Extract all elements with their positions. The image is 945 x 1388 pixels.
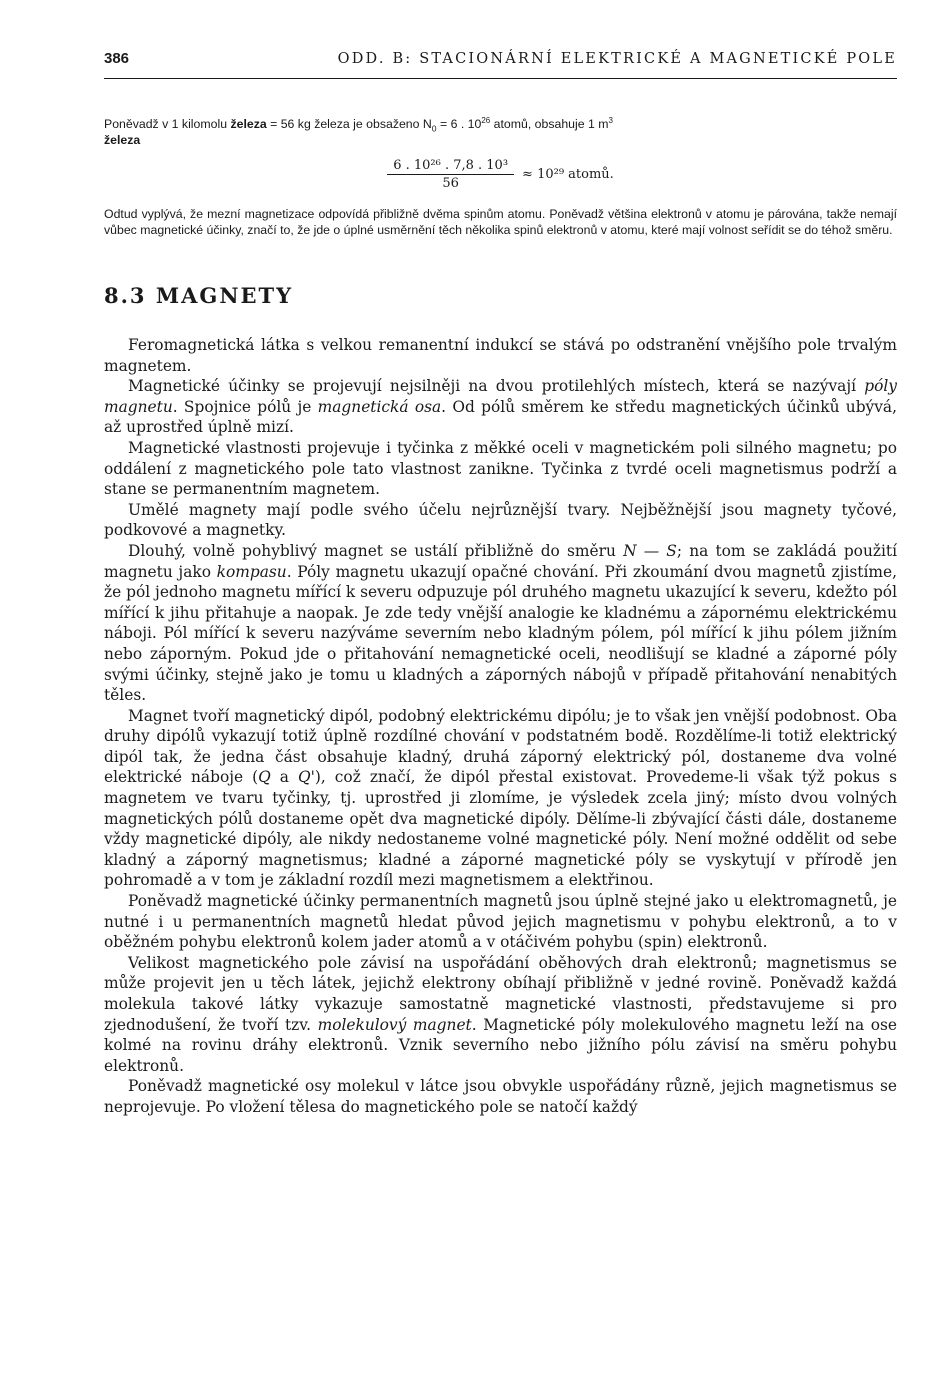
text-run: atomů, obsahuje 1 m xyxy=(490,117,609,131)
fraction xyxy=(387,158,514,191)
small-print-paragraph xyxy=(104,116,897,148)
fraction-denominator: 56 xyxy=(442,175,459,191)
text-run: Magnet tvoří magnetický dipól, podobný elektrickému dipólu; je to však jen vnější podobnost. Oba druhy dipólů vykazují totiž úplně rozdílné chování v podstatném bodě. Rozdělíme-li totiž elektrický dipól tak, že jedna část obsahuje kladný, druhá záporný elektrický pól, dostaneme dva volné elektrické náboje ( xyxy=(104,706,897,787)
paragraph: Magnetické vlastnosti projevuje i tyčinka z měkké oceli v magnetickém poli silného magnetu; po oddálení z magnetického pole tato vlastnost zanikne. Tyčinka z tvrdé oceli magnetismus podrží a stane se permanentním magnetem. xyxy=(104,438,897,499)
italic-term: kompasu xyxy=(216,562,287,581)
subscript: 0 xyxy=(431,123,437,134)
text-run: ; na tom se zakládá použití magnetu jako xyxy=(104,541,897,581)
text-run: Poněvadž v 1 kilomolu xyxy=(104,117,231,131)
text-run: Dlouhý, volně pohyblivý magnet se ustálí přibližně do směru xyxy=(128,541,624,560)
text-run: ), což značí, že dipól přestal existovat. Provedeme-li však týž pokus s magnetem ve tvaru tyčinky, tj. uprostřed ji zlomíme, je výsledek zcela jiný; místo dvou volných magnetických pólů dostaneme opět dva magnetické dipóly. Dělíme-li zbývající části dále, dostaneme vždy magnetické dipóly, ale nikdy nedostaneme volné magnetické póly. Není možné oddělit od sebe kladný a záporný magnetismus; kladné a záporné magnetické póly se vyskytují v přírodě jen pohromadě a v tom je základní rozdíl mezi magnetismem a elektřinou. xyxy=(104,768,897,890)
paragraph: Poněvadž magnetické účinky permanentních magnetů jsou úplně stejné jako u elektromagnetů, je nutné i u permanentních magnetů hledat původ jejich magnetismu v pohybu elektronů, a to v oběžném pohybu elektronů kolem jader atomů a v otáčivém pohybu (spin) elektronů. xyxy=(104,892,897,952)
superscript: 26 xyxy=(481,115,491,125)
text-run: . Magnetické póly molekulového magnetu leží na ose kolmé na rovinu dráhy elektronů. Vznik severního nebo jižního pólu závisí na směru pohybu elektronů. xyxy=(104,1015,897,1075)
text-run: a xyxy=(270,768,299,787)
paragraph xyxy=(104,376,897,438)
text-run: . Póly magnetu ukazují opačné chování. Při zkoumání dvou magnetů zjistíme, že pól jednoho magnetu mířící k severu odpuzuje pól druhého magnetu ukazující k severu, kdežto pól mířící k jihu přitahuje a naopak. Je zde tedy vnější analogie ke kladnému a zápornému elektrickému náboji. Pól mířící k severu nazýváme severním nebo kladným pólem, pól mířící k jihu pólem jižním nebo záporným. Pokud jde o přitahování nemagnetické oceli, neodlišují se kladné a záporné póly svými účinky, stejně jako je tomu u kladných a záporných nábojů v případě přitahování nenabitých těles. xyxy=(104,562,897,705)
body-text xyxy=(104,335,897,1118)
paragraph xyxy=(104,706,897,891)
italic-term: magnetická osa xyxy=(317,397,442,416)
section-heading: 8.3 MAGNETY xyxy=(104,283,294,308)
small-print-paragraph: Odtud vyplývá, že mezní magnetizace odpovídá přibližně dvěma spinům atomu. Poněvadž většina elektronů v atomu je párována, takže nemají vůbec magnetické účinky, značí to, že jde o úplné usměrnění těch několika spinů elektronů v atomu, které mají volnost seřídit se do téhož směru. xyxy=(104,207,897,237)
text-run: Magnetické účinky se projevují nejsilněji na dvou protilehlých místech, která se nazývají xyxy=(128,377,865,396)
superscript: 3 xyxy=(608,115,613,125)
italic-term: molekulový magnet xyxy=(317,1015,472,1034)
bold-text: železa xyxy=(230,117,267,131)
italic-term: póly magnetu xyxy=(104,377,897,416)
text-run: . Spojnice pólů je xyxy=(172,397,318,416)
text-run: . Od pólů směrem ke středu magnetických účinků ubývá, až uprostřed úplně mizí. xyxy=(104,397,898,437)
text-run: = 6 . 10 xyxy=(436,117,482,131)
bold-text: železa xyxy=(104,133,141,147)
fraction-numerator: 6 . 10²⁶ . 7,8 . 10³ xyxy=(387,158,514,175)
italic-term: Q xyxy=(258,768,271,787)
page-number: 386 xyxy=(104,50,130,67)
running-title: ODD. B: STACIONÁRNÍ ELEKTRICKÉ A MAGNETICKÉ POLE xyxy=(337,51,897,67)
paragraph xyxy=(104,953,897,1077)
paragraph: Umělé magnety mají podle svého účelu nejrůznější tvary. Nejběžnější jsou magnety tyčové, podkovové a magnetky. xyxy=(104,500,897,540)
paragraph: Feromagnetická látka s velkou remanentní indukcí se stává po odstranění vnějšího pole trvalým magnetem. xyxy=(104,336,897,375)
italic-term: Q' xyxy=(298,768,315,787)
formula-result: ≈ 10²⁹ atomů. xyxy=(522,166,614,182)
page-header xyxy=(104,50,897,79)
formula xyxy=(104,154,897,194)
text-run: = 56 kg železa je obsaženo N xyxy=(266,117,432,131)
text-run: Velikost magnetického pole závisí na uspořádání oběhových drah elektronů; magnetismus se může projevit jen u těch látek, jejichž elektrony obíhají přibližně v jedné rovině. Poněvadž každá molekula takové látky vykazuje samostatně magnetické vlastnosti, představujeme si pro zjednodušení, že tvoří tzv. xyxy=(104,953,897,1034)
book-page xyxy=(104,50,897,1118)
italic-term: N — S xyxy=(623,541,677,560)
paragraph xyxy=(104,541,897,706)
paragraph: Poněvadž magnetické osy molekul v látce jsou obvykle uspořádány různě, jejich magnetismus se neprojevuje. Po vložení tělesa do magnetického pole se natočí každý xyxy=(104,1077,897,1116)
